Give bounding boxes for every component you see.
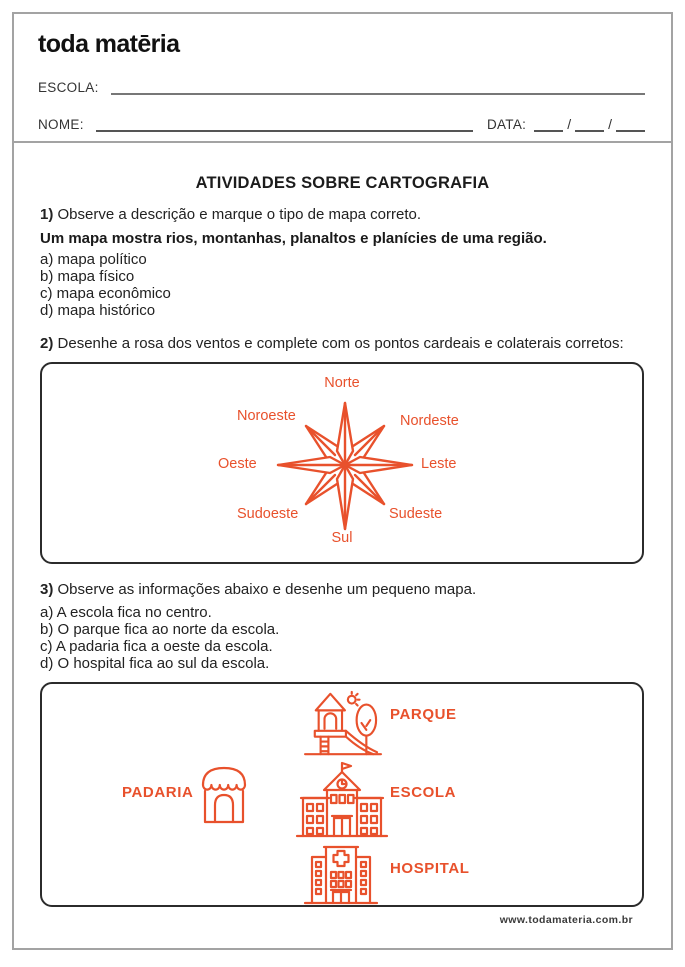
compass-label-east: Leste — [421, 456, 457, 472]
compass-label-south: Sul — [331, 530, 353, 546]
compass-rose-box — [40, 362, 644, 564]
school-input-line[interactable] — [111, 81, 645, 95]
question-3-text: Observe as informações abaixo e desenhe um pequeno mapa. — [57, 581, 477, 598]
map-legend-box — [40, 682, 644, 907]
compass-label-southwest: Sudoeste — [237, 506, 299, 522]
question-2-text: Desenhe a rosa dos ventos e complete com os pontos cardeais e colaterais corretos: — [57, 334, 624, 352]
compass-label-northwest: Noroeste — [237, 408, 296, 424]
date-month-line[interactable] — [575, 119, 604, 132]
school-row — [38, 80, 645, 95]
school-icon — [294, 760, 390, 840]
question-1-prompt — [40, 205, 645, 225]
date-year-line[interactable] — [616, 119, 645, 132]
option-b-answer: b) mapa físico — [40, 267, 135, 285]
header — [14, 14, 671, 143]
hospital-label: HOSPITAL — [390, 859, 470, 877]
worksheet-sheet — [12, 12, 673, 950]
compass-label-southeast: Sudeste — [389, 506, 443, 522]
worksheet-content — [14, 174, 671, 926]
park-label: PARQUE — [390, 705, 457, 723]
compass-label-northeast: Nordeste — [400, 413, 459, 429]
name-label: NOME: — [38, 117, 84, 132]
hospital-icon — [300, 839, 382, 907]
option-d: d) mapa histórico — [40, 302, 156, 320]
option-c: c) mapa econômico — [40, 285, 171, 302]
page-title: ATIVIDADES SOBRE CARTOGRAFIA — [195, 174, 490, 192]
question-3-prompt — [40, 580, 645, 600]
date-day-line[interactable] — [534, 119, 563, 132]
compass-label-west: Oeste — [218, 456, 257, 472]
question-1-statement: Um mapa mostra rios, montanhas, planaltos e planícies de uma região. — [40, 229, 547, 247]
date-separator: / — [567, 116, 572, 132]
school-label: ESCOLA — [390, 783, 457, 801]
question-1-text: Observe a descrição e marque o tipo de mapa correto. — [57, 206, 422, 223]
date-label: DATA: — [486, 117, 527, 132]
name-date-row — [38, 116, 645, 132]
question-1-options — [40, 251, 645, 320]
question-3-number: 3) — [40, 581, 54, 598]
date-group — [487, 116, 645, 132]
question-2-prompt — [40, 334, 640, 354]
compass-label-north: Norte — [324, 375, 360, 391]
clue-d: d) O hospital fica ao sul da escola. — [40, 655, 270, 673]
footer-url: www.todamateria.com.br — [499, 913, 633, 926]
brand-logo: toda matēria — [38, 30, 180, 58]
option-a: a) mapa político — [40, 250, 147, 268]
clue-a: a) A escola fica no centro. — [40, 603, 212, 621]
question-1-number: 1) — [40, 206, 54, 223]
bakery-label: PADARIA — [122, 783, 194, 801]
question-2-number: 2) — [40, 334, 54, 352]
park-icon — [300, 688, 386, 760]
compass-rose-icon — [268, 394, 422, 536]
date-separator-2: / — [608, 116, 612, 132]
clue-b: b) O parque fica ao norte da escola. — [40, 620, 280, 638]
school-label: ESCOLA: — [38, 80, 99, 95]
name-input-line[interactable] — [96, 118, 473, 132]
bakery-icon — [197, 764, 251, 826]
question-3-items — [40, 604, 645, 673]
clue-c: c) A padaria fica a oeste da escola. — [40, 638, 273, 655]
